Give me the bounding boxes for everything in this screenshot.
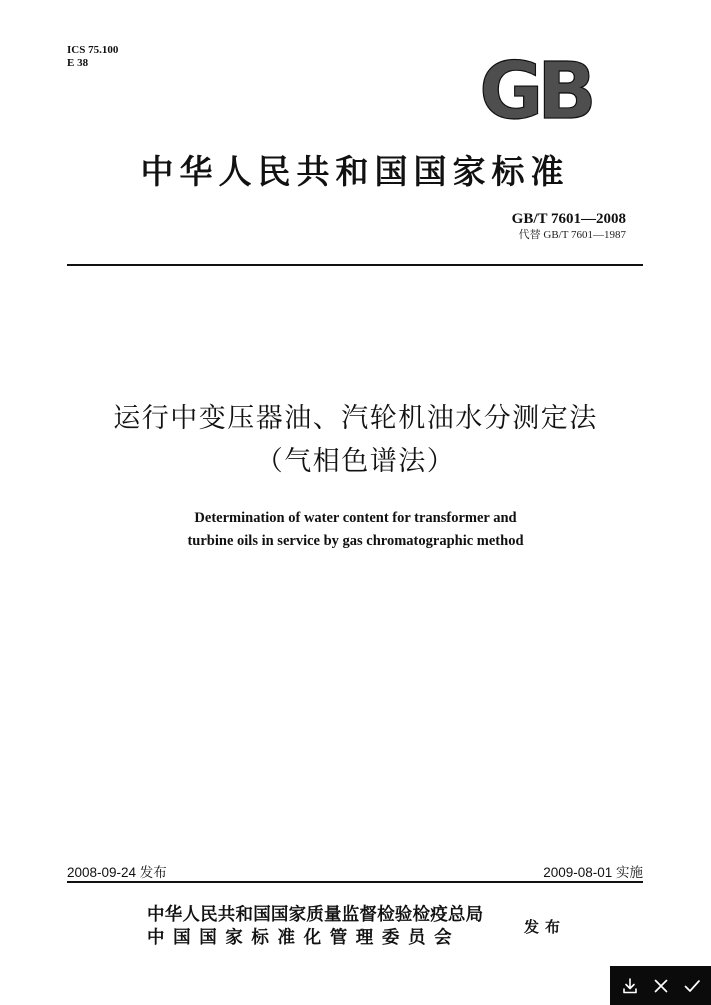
release-date: 2008-09-24 发布 — [67, 865, 167, 880]
download-icon — [621, 977, 639, 995]
issue-label: 发布 — [524, 918, 567, 936]
check-icon — [683, 977, 701, 995]
download-button[interactable] — [617, 973, 643, 999]
title-chinese-line-2: （气相色谱法） — [255, 446, 456, 477]
classification-code: E 38 — [67, 57, 89, 69]
standard-number: GB/T 7601—2008 — [511, 211, 626, 227]
issuing-authorities — [147, 904, 483, 950]
bottom-divider — [67, 881, 643, 883]
gb-logo-text: GB — [479, 54, 591, 128]
standard-name: 中华人民共和国国家标准 — [140, 152, 570, 191]
title-english — [60, 507, 651, 553]
title-english-line-1: Determination of water content for transformer and — [194, 510, 517, 526]
confirm-button[interactable] — [679, 973, 705, 999]
title-chinese — [40, 397, 671, 483]
standard-number-block — [512, 210, 626, 242]
action-toolbar — [610, 966, 711, 1005]
title-chinese-line-1: 运行中变压器油、汽轮机油水分测定法 — [113, 403, 598, 434]
issuer-2: 中国国家标准化管理委员会 — [147, 928, 461, 948]
ics-code: ICS 75.100 — [67, 44, 119, 56]
gb-logo — [463, 54, 608, 128]
title-english-line-2: turbine oils in service by gas chromatographic method — [187, 533, 524, 549]
issuer-1: 中华人民共和国国家质量监督检验检疫总局 — [147, 905, 484, 925]
ics-code-block — [67, 44, 118, 70]
close-button[interactable] — [648, 973, 674, 999]
close-icon — [652, 977, 670, 995]
implementation-date: 2009-08-01 实施 — [543, 865, 643, 880]
top-divider — [67, 264, 643, 266]
replaces-note: 代替 GB/T 7601—1987 — [518, 229, 626, 241]
